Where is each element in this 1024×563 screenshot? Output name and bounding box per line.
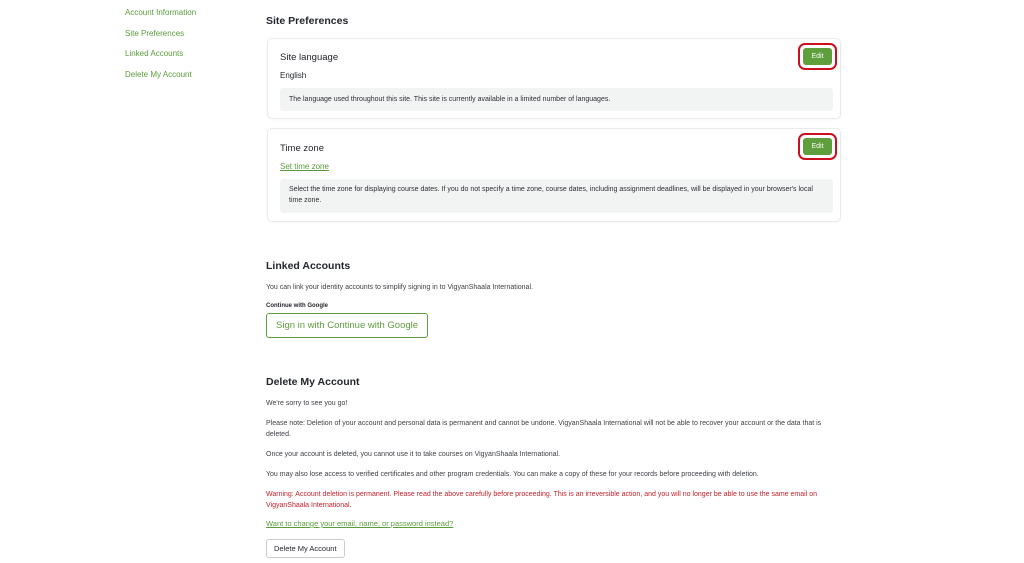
site-preferences-heading: Site Preferences [266,15,349,27]
set-time-zone-link[interactable]: Set time zone [280,162,329,171]
nav-linked-accounts[interactable]: Linked Accounts [125,49,184,59]
linked-accounts-description: You can link your identity accounts to simplify signing in to VigyanShaala International. [266,284,533,291]
side-navigation [125,8,196,91]
delete-account-heading: Delete My Account [266,376,360,388]
time-zone-title: Time zone [280,143,324,154]
site-language-help: The language used throughout this site. This site is currently available in a limited number of languages. [280,88,833,111]
time-zone-card [267,128,841,222]
google-provider-label: Continue with Google [266,303,328,309]
nav-site-preferences[interactable]: Site Preferences [125,28,185,38]
time-zone-edit-button[interactable]: Edit [803,138,832,155]
site-language-edit-button[interactable]: Edit [803,48,832,65]
site-language-title: Site language [280,52,339,63]
delete-credentials-text: You may also lose access to verified certificates and other program credentials. You can make a copy of these for your records before proceeding with deletion. [266,471,759,478]
edit-highlight [798,133,837,160]
delete-courses-text: Once your account is deleted, you cannot use it to take courses on VigyanShaala International. [266,451,561,458]
delete-account-button[interactable]: Delete My Account [266,539,345,558]
site-language-value: English [280,71,307,80]
nav-delete-my-account[interactable]: Delete My Account [125,70,192,80]
delete-sorry-text: We're sorry to see you go! [266,400,348,407]
delete-warning-text: Warning: Account deletion is permanent. Please read the above carefully before proceeding. This is an irreversible action, and you will no longer be able to use the same email on VigyanShaala International. [266,491,817,509]
linked-accounts-heading: Linked Accounts [266,260,351,272]
edit-highlight [798,43,837,70]
nav-account-information[interactable]: Account Information [125,8,197,17]
google-signin-button[interactable]: Sign in with Continue with Google [266,313,428,338]
site-language-card [267,38,841,119]
time-zone-help: Select the time zone for displaying course dates. If you do not specify a time zone, course dates, including assignment deadlines, will be displayed in your browser's local time zone. [280,179,833,213]
change-account-info-link[interactable]: Want to change your email, name, or password instead? [266,519,454,528]
delete-note-text: Please note: Deletion of your account and personal data is permanent and cannot be undone. VigyanShaala International will not be able to recover your account or the data that is deleted. [266,420,822,438]
